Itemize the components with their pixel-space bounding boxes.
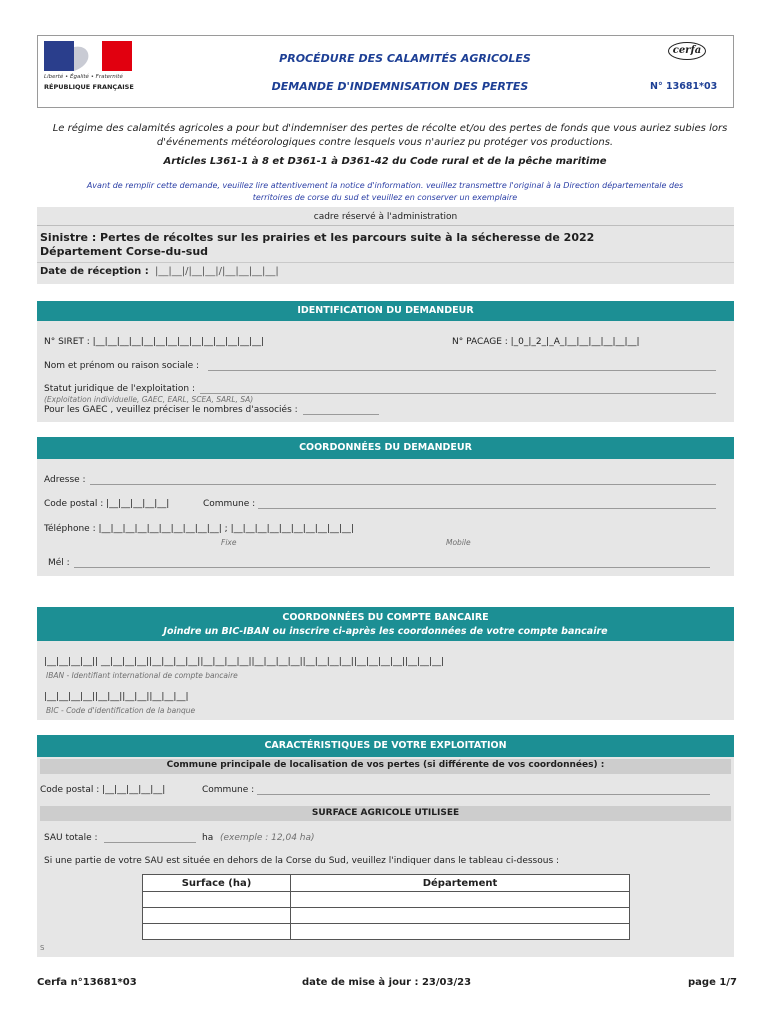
- exploitation-commune-label: Commune :: [202, 785, 255, 795]
- code-postal-field[interactable]: Code postal : |__|__|__|__|__|: [44, 499, 170, 509]
- iban-label: IBAN - Identifiant international de compte bancaire: [46, 671, 238, 680]
- pacage-field[interactable]: N° PACAGE : |_0_|_2_|_A_|__|__|__|__|__|__|: [452, 337, 640, 347]
- departement-cell[interactable]: [291, 892, 630, 908]
- mel-label: Mél :: [48, 558, 70, 568]
- exploitation-code-postal-field[interactable]: Code postal : |__|__|__|__|__|: [40, 785, 166, 795]
- mobile-label: Mobile: [446, 538, 471, 547]
- iban-field[interactable]: |__|__|__|__|| __|__|__|__||__|__|__|__||__|__|__|__||__|__|__|__||__|__|__|__||__|__|__|__||__|__|__|: [44, 657, 445, 667]
- table-row: [143, 892, 630, 908]
- reception-date-field[interactable]: |__|__|/|__|__|/|__|__|__|__|: [155, 266, 279, 277]
- bank-title: COORDONNÉES DU COMPTE BANCAIRE: [282, 612, 489, 623]
- logo-republique: RÉPUBLIQUE FRANÇAISE: [44, 83, 134, 91]
- commune-label: Commune :: [203, 499, 256, 509]
- adresse-input-line[interactable]: [90, 484, 716, 485]
- marianne-flag-icon: [44, 41, 140, 71]
- departement-cell[interactable]: [291, 924, 630, 940]
- sau-unit: ha: [202, 833, 214, 843]
- s-mark: S: [40, 944, 45, 952]
- footer-cerfa-number: Cerfa n°13681*03: [37, 977, 137, 988]
- intro-text-1: Le régime des calamités agricoles a pour but d'indemniser des pertes de récolte et/ou des pertes de fonds que vous auriez subies lors: [52, 123, 728, 134]
- logo-motto: Liberté • Égalité • Fraternité: [44, 74, 123, 80]
- exploitation-commune-input-line[interactable]: [257, 794, 710, 795]
- coordonnees-panel: [37, 459, 734, 576]
- siret-field[interactable]: N° SIRET : |__|__|__|__|__|__|__|__|__|__|__|__|__|__|: [44, 337, 265, 347]
- exploitation-header: [37, 735, 734, 757]
- bank-subtitle: Joindre un BIC-IBAN ou inscrire ci-après les coordonnées de votre compte bancaire: [163, 626, 608, 637]
- identification-title: IDENTIFICATION DU DEMANDEUR: [297, 305, 474, 316]
- cerfa-logo-text: cerfa: [672, 45, 702, 56]
- name-input-line[interactable]: [208, 370, 716, 371]
- page-title-line1: PROCÉDURE DES CALAMITÉS AGRICOLES: [279, 52, 531, 65]
- statut-label: Statut juridique de l'exploitation :: [44, 384, 196, 394]
- header-frame: [37, 35, 734, 108]
- bic-field[interactable]: |__|__|__|__||__|__||__|__||__|__|__|: [44, 692, 189, 702]
- cerfa-logo: [668, 42, 706, 60]
- bic-label: BIC - Code d'identification de la banque: [46, 706, 196, 715]
- legal-articles: Articles L361-1 à 8 et D361-1 à D361-42 du Code rural et de la pêche maritime: [163, 156, 607, 167]
- statut-hint: (Exploitation individuelle, GAEC, EARL, SCEA, SARL, SA): [44, 395, 254, 404]
- notice-text-2: territoires de corse du sud et veuillez en conserver un exemplaire: [252, 193, 518, 202]
- gaec-input-line[interactable]: [303, 414, 379, 415]
- admin-divider: [37, 225, 734, 226]
- admin-divider-2: [37, 262, 734, 263]
- coordonnees-header: [37, 437, 734, 459]
- departement-cell[interactable]: [291, 908, 630, 924]
- commune-input-line[interactable]: [258, 508, 716, 509]
- reception-date-label: Date de réception :: [40, 266, 149, 277]
- outside-sau-table: [142, 874, 630, 940]
- admin-reserved-label: cadre réservé à l'administration: [313, 212, 458, 222]
- form-number: N° 13681*03: [650, 81, 718, 92]
- page-title-line2: DEMANDE D'INDEMNISATION DES PERTES: [271, 80, 529, 93]
- name-label: Nom et prénom ou raison sociale :: [44, 361, 200, 371]
- sinistre-title: Sinistre : Pertes de récoltes sur les prairies et les parcours suite à la sécheresse de 2022: [40, 231, 595, 244]
- sau-title: SURFACE AGRICOLE UTILISEE: [311, 808, 460, 818]
- table-header-surface: Surface (ha): [143, 875, 291, 892]
- coordonnees-title: COORDONNÉES DU DEMANDEUR: [299, 442, 472, 453]
- table-row: [143, 908, 630, 924]
- outside-sau-instruction: Si une partie de votre SAU est située en dehors de la Corse du Sud, veuillez l'indiquer dans le tableau ci-dessous :: [44, 856, 560, 866]
- sau-example: (exemple : 12,04 ha): [220, 833, 315, 843]
- gaec-label: Pour les GAEC , veuillez préciser le nombres d'associés :: [44, 405, 298, 415]
- surface-cell[interactable]: [143, 908, 291, 924]
- bank-header: [37, 607, 734, 641]
- republique-francaise-logo: [44, 41, 140, 99]
- statut-input-line[interactable]: [200, 393, 716, 394]
- footer-page-number: page 1/7: [688, 977, 737, 988]
- identification-header: [37, 301, 734, 321]
- sau-input-line[interactable]: [104, 842, 196, 843]
- surface-cell[interactable]: [143, 924, 291, 940]
- sinistre-department: Département Corse-du-sud: [40, 245, 209, 258]
- adresse-label: Adresse :: [44, 475, 86, 485]
- fixe-label: Fixe: [221, 538, 237, 547]
- surface-cell[interactable]: [143, 892, 291, 908]
- exploitation-title: CARACTÉRISTIQUES DE VOTRE EXPLOITATION: [264, 740, 507, 751]
- commune-principale-title: Commune principale de localisation de vos pertes (si différente de vos coordonnées) :: [166, 760, 605, 770]
- notice-text-1: Avant de remplir cette demande, veuillez lire attentivement la notice d'information. veuillez transmettre l'original à la Direction départementale des: [86, 181, 684, 190]
- table-row: [143, 924, 630, 940]
- table-header-departement: Département: [291, 875, 630, 892]
- footer-update-date: date de mise à jour : 23/03/23: [302, 977, 472, 988]
- sau-label: SAU totale :: [44, 833, 98, 843]
- intro-text-2: d'événements météorologiques contre lesquels vous n'auriez pu protéger vos productions.: [156, 137, 614, 148]
- mel-input-line[interactable]: [74, 567, 710, 568]
- telephone-field[interactable]: Téléphone : |__|__|__|__|__|__|__|__|__|__| ; |__|__|__|__|__|__|__|__|__|__|: [44, 524, 354, 534]
